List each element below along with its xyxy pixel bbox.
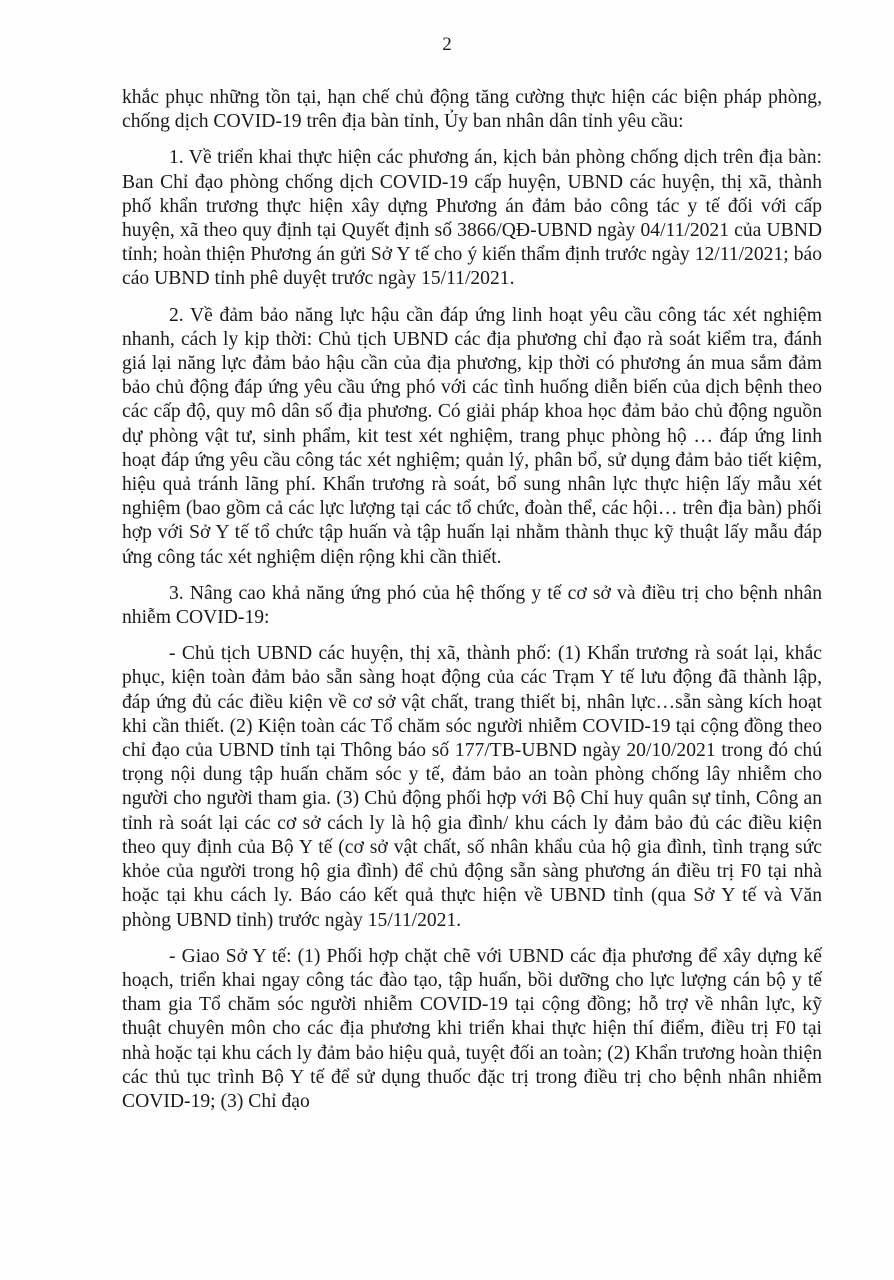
paragraph-intro-continuation: khắc phục những tồn tại, hạn chế chủ động tăng cường thực hiện các biện pháp phòng, chống dịch COVID-19 trên địa bàn tỉnh, Ủy ban nhân dân tỉnh yêu cầu: [122, 87, 822, 133]
paragraph-section-1: 1. Về triển khai thực hiện các phương án, kịch bản phòng chống dịch trên địa bàn: Ban Chỉ đạo phòng chống dịch COVID-19 cấp huyện, UBND các huyện, thị xã, thành phố khẩn trương thực hiện xây dựng Phương án đảm bảo công tác y tế đối với cấp huyện, xã theo quy định tại Quyết định số 3866/QĐ-UBND ngày 04/11/2021 của UBND tỉnh; hoàn thiện Phương án gửi Sở Y tế cho ý kiến thẩm định trước ngày 12/11/2021; báo cáo UBND tỉnh phê duyệt trước ngày 15/11/2021. [122, 147, 822, 290]
paragraph-section-3-district-chairs: - Chủ tịch UBND các huyện, thị xã, thành phố: (1) Khẩn trương rà soát lại, khắc phục, kiện toàn đảm bảo sẵn sàng hoạt động của các Trạm Y tế lưu động đã thành lập, đáp ứng đủ các điều kiện về cơ sở vật chất, trang thiết bị, nhân lực…sẵn sàng kích hoạt khi cần thiết. (2) Kiện toàn các Tổ chăm sóc người nhiễm COVID-19 tại cộng đồng theo chỉ đạo của UBND tỉnh tại Thông báo số 177/TB-UBND ngày 20/10/2021 trong đó chú trọng nội dung tập huấn chăm sóc y tế, đảm bảo an toàn phòng chống lây nhiễm cho người cho người tham gia. (3) Chủ động phối hợp với Bộ Chỉ huy quân sự tỉnh, Công an tỉnh rà soát lại các cơ sở cách ly là hộ gia đình/ khu cách ly đảm bảo đủ các điều kiện theo quy định của Bộ Y tế (cơ sở vật chất, số nhân khẩu của hộ gia đình, tình trạng sức khỏe của người trong hộ gia đình) để chủ động sẵn sàng phương án điều trị F0 tại nhà hoặc tại khu cách ly. Báo cáo kết quả thực hiện về UBND tỉnh (qua Sở Y tế và Văn phòng UBND tỉnh) trước ngày 15/11/2021. [122, 643, 822, 931]
document-body [122, 86, 822, 1126]
paragraph-section-3-heading: 3. Nâng cao khả năng ứng phó của hệ thống y tế cơ sở và điều trị cho bệnh nhân nhiễm COVID-19: [122, 582, 822, 629]
paragraph-section-3-health-department: - Giao Sở Y tế: (1) Phối hợp chặt chẽ với UBND các địa phương để xây dựng kế hoạch, triển khai ngay công tác đào tạo, tập huấn, bồi dưỡng cho lực lượng cán bộ y tế tham gia Tổ chăm sóc người nhiễm COVID-19 tại cộng đồng; hỗ trợ về nhân lực, kỹ thuật chuyên môn cho các địa phương khi triển khai thực hiện thí điểm, điều trị F0 tại nhà hoặc tại khu cách ly đảm bảo hiệu quả, tuyệt đối an toàn; (2) Khẩn trương hoàn thiện các thủ tục trình Bộ Y tế để sử dụng thuốc đặc trị trong điều trị cho bệnh nhân nhiễm COVID-19; (3) Chỉ đạo [122, 945, 822, 1112]
page-number: 2 [442, 34, 452, 55]
paragraph-section-2: 2. Về đảm bảo năng lực hậu cần đáp ứng linh hoạt yêu cầu công tác xét nghiệm nhanh, cách ly kịp thời: Chủ tịch UBND các địa phương chỉ đạo rà soát kiểm tra, đánh giá lại năng lực đảm bảo hậu cần của địa phương, kịp thời có phương án mua sắm đảm bảo chủ động đáp ứng yêu cầu ứng phó với các tình huống diễn biến của dịch bệnh theo các cấp độ, quy mô dân số địa phương. Có giải pháp khoa học đảm bảo chủ động nguồn dự phòng vật tư, sinh phẩm, kit test xét nghiệm, trang phục phòng hộ … đáp ứng linh hoạt đáp ứng yêu cầu công tác xét nghiệm; quản lý, phân bổ, sử dụng đảm bảo tiết kiệm, hiệu quả tránh lãng phí. Khẩn trương rà soát, bổ sung nhân lực thực hiện lấy mẫu xét nghiệm (bao gồm cả các lực lượng tại các tổ chức, đoàn thể, các hội… trên địa bàn) phối hợp với Sở Y tế tổ chức tập huấn và tập huấn lại nhằm thành thục kỹ thuật lấy mẫu đáp ứng công tác xét nghiệm diện rộng khi cần thiết. [122, 304, 822, 568]
